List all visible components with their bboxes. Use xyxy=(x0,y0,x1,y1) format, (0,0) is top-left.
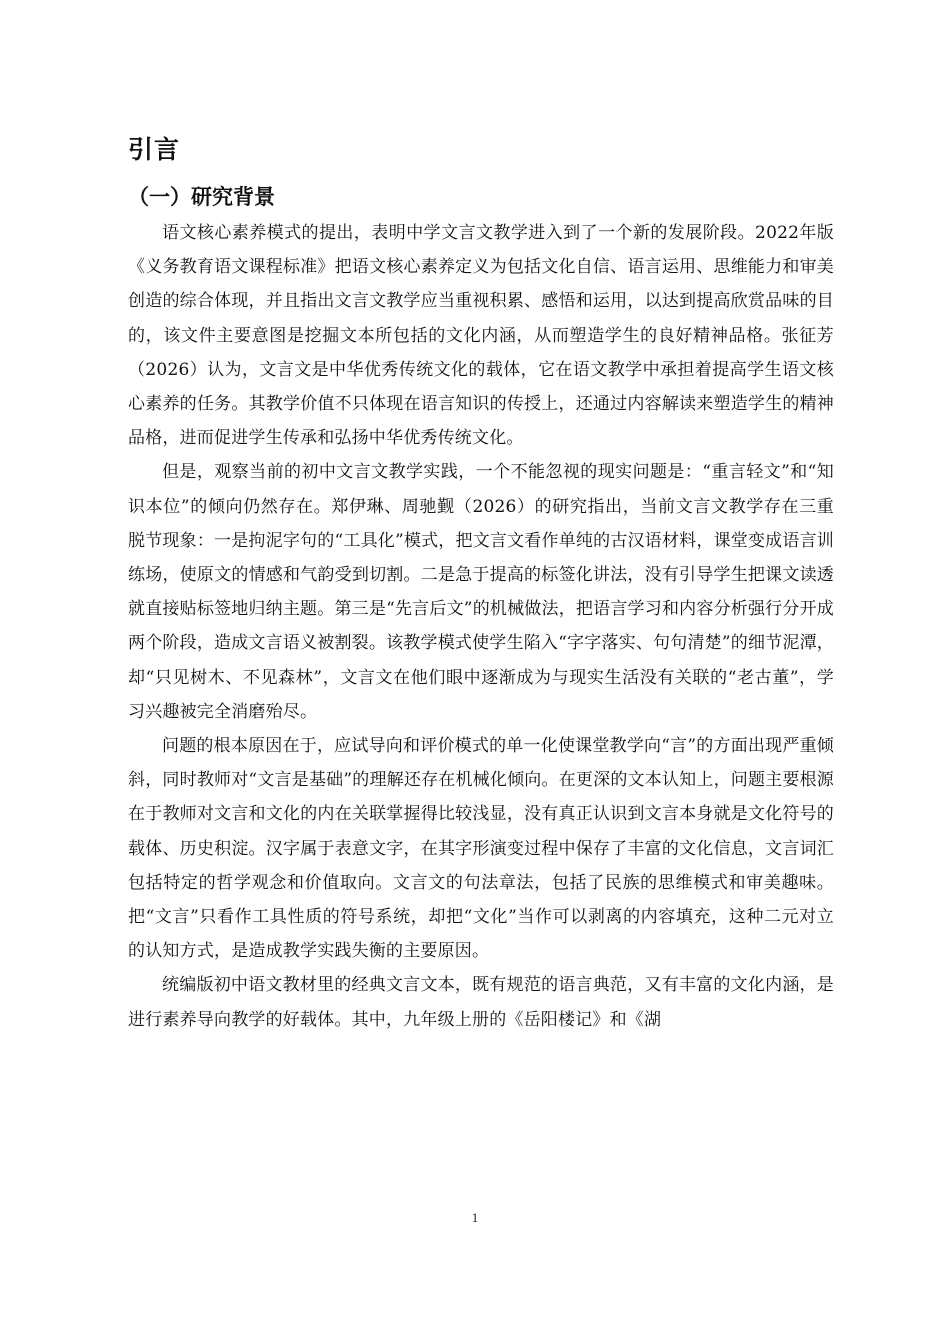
paragraph-4: 统编版初中语文教材里的经典文言文本，既有规范的语言典范，又有丰富的文化内涵，是进行素养导向教学的好载体。其中，九年级上册的《岳阳楼记》和《湖 xyxy=(128,975,834,1030)
paragraph-3: 问题的根本原因在于，应试导向和评价模式的单一化使课堂教学向“言”的方面出现严重倾斜，同时教师对“文言是基础”的理解还存在机械化倾向。在更深的文本认知上，问题主要根源在于教师对文言和文化的内在关联掌握得比较浅显，没有真正认识到文言本身就是文化符号的载体、历史积淀。汉字属于表意文字，在其字形演变过程中保存了丰富的文化信息，文言词汇包括特定的哲学观念和价值取向。文言文的句法章法，包括了民族的思维模式和审美趣味。把“文言”只看作工具性质的符号系统，却把“文化”当作可以剥离的内容填充，这种二元对立的认知方式，是造成教学实践失衡的主要原因。 xyxy=(128,736,834,962)
page-body xyxy=(128,128,834,1037)
chapter-title: 引言 xyxy=(128,135,181,164)
paragraph-2: 但是，观察当前的初中文言文教学实践，一个不能忽视的现实问题是：“重言轻文”和“知识本位”的倾向仍然存在。郑伊琳、周驰觐（2026）的研究指出，当前文言文教学存在三重脱节现象：一是拘泥字句的“工具化”模式，把文言文看作单纯的古汉语材料，课堂变成语言训练场，使原文的情感和气韵受到切割。二是急于提高的标签化讲法，没有引导学生把课文读透就直接贴标签地归纳主题。第三是“先言后文”的机械做法，把语言学习和内容分析强行分开成两个阶段，造成文言语义被割裂。该教学模式使学生陷入“字字落实、句句清楚”的细节泥潭，却“只见树木、不见森林”，文言文在他们眼中逐渐成为与现实生活没有关联的“老古董”，学习兴趣被完全消磨殆尽。 xyxy=(128,462,834,722)
section-title: （一）研究背景 xyxy=(128,185,275,209)
paragraph-1: 语文核心素养模式的提出，表明中学文言文教学进入到了一个新的发展阶段。2022年版《义务教育语文课程标准》把语文核心素养定义为包括文化自信、语言运用、思维能力和审美创造的综合体现，并且指出文言文教学应当重视积累、感悟和运用，以达到提高欣赏品味的目的，该文件主要意图是挖掘文本所包括的文化内涵，从而塑造学生的良好精神品格。张征芳（2026）认为，文言文是中华优秀传统文化的载体，它在语文教学中承担着提高学生语文核心素养的任务。其教学价值不只体现在语言知识的传授上，还通过内容解读来塑造学生的精神品格，进而促进学生传承和弘扬中华优秀传统文化。 xyxy=(128,223,834,449)
page-number: 1 xyxy=(471,1210,479,1225)
